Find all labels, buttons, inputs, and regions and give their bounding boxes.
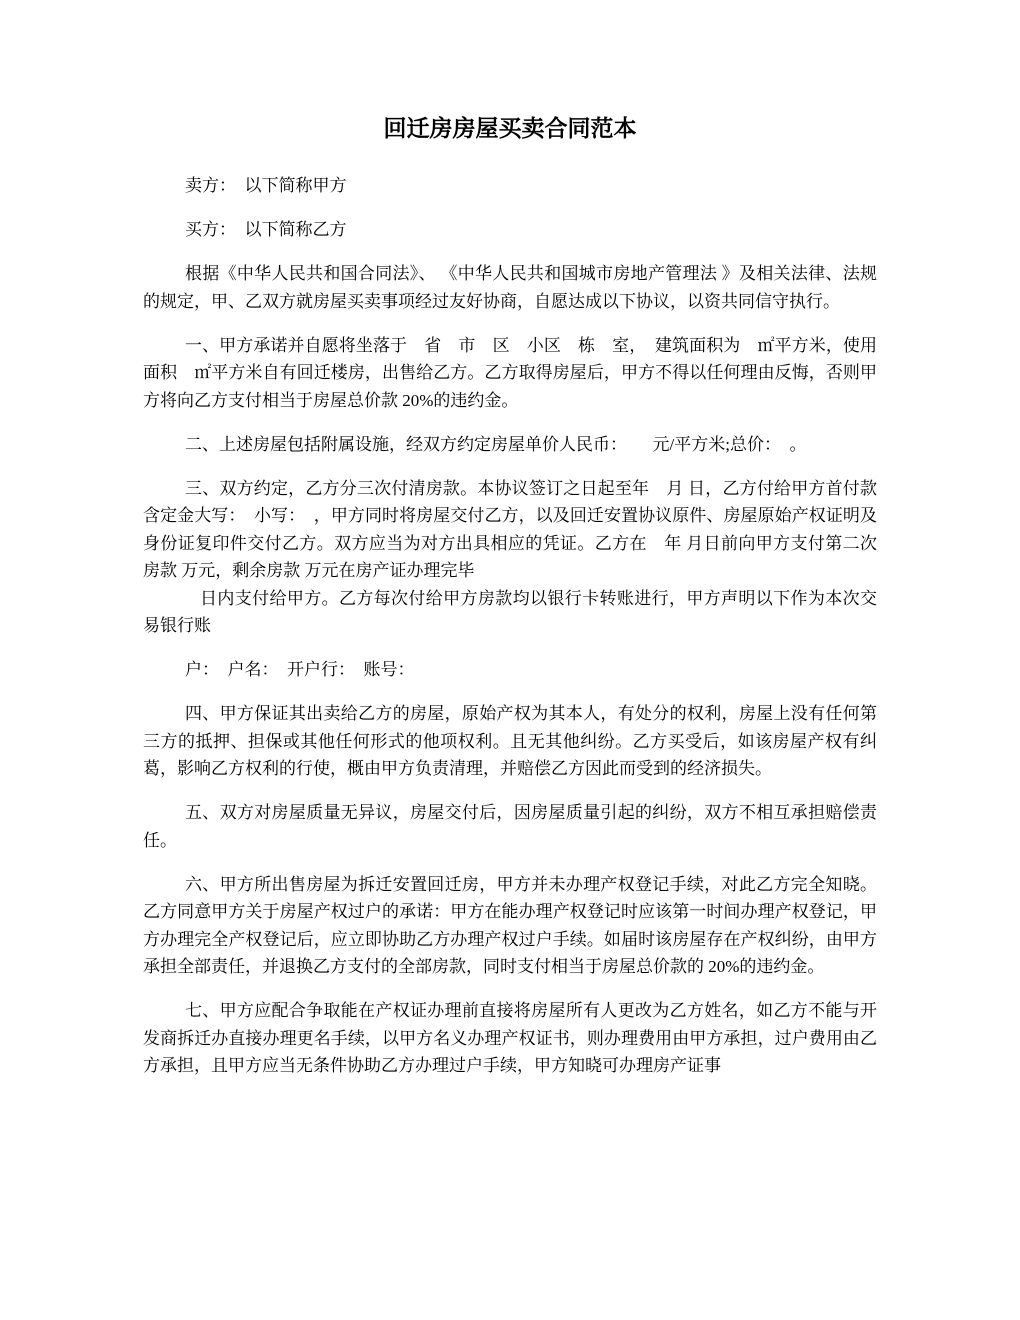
clause-5: 五、双方对房屋质量无异议，房屋交付后，因房屋质量引起的纠纷，双方不相互承担赔偿责任。 [143,803,877,850]
document-body [143,172,877,1080]
preamble: 根据《中华人民共和国合同法》、 《中华人民共和国城市房地产管理法 》及相关法律、法规的规定，甲、乙双方就房屋买卖事项经过友好协商，自愿达成以下协议，以资共同信守执行。 [143,264,877,311]
clause-1: 一、甲方承诺并自愿将坐落于 省 市 区 小区 栋 室， 建筑面积为 ㎡平方米，使用面积 ㎡平方米自有回迁楼房，出售给乙方。乙方取得房屋后，甲方不得以任何理由反悔，否则甲方将向乙方支付相当于房屋总价款 20%的违约金。 [143,335,877,410]
bank-account-line: 户： 户名： 开户行： 账号： [185,660,415,679]
clause-3: 三、双方约定，乙方分三次付清房款。本协议签订之日起至年 月 日，乙方付给甲方首付款含定金大写： 小写： ，甲方同时将房屋交付乙方，以及回迁安置协议原件、房屋原始产权证明及身份证复印件交付乙方。双方应当为对方出具相应的凭证。乙方在 年 月日前向甲方支付第二次房款 万元，剩余房款 万元在房产证办理完毕 [143,478,877,580]
clause-6: 六、甲方所出售房屋为拆迁安置回迁房，甲方并未办理产权登记手续，对此乙方完全知晓。乙方同意甲方关于房屋产权过户的承诺：甲方在能办理产权登记时应该第一时间办理产权登记，甲方办理完全产权登记后，应立即协助乙方办理产权过户手续。如届时该房屋存在产权纠纷，由甲方承担全部责任，并退换乙方支付的全部房款，同时支付相当于房屋总价款的 20%的违约金。 [143,874,877,976]
clause-4: 四、甲方保证其出卖给乙方的房屋，原始产权为其本人，有处分的权利，房屋上没有任何第三方的抵押、担保或其他任何形式的他项权利。且无其他纠纷。乙方买受后，如该房屋产权有纠葛，影响乙方权利的行使，概由甲方负责清理，并赔偿乙方因此而受到的经济损失。 [143,704,877,778]
clause-7: 七、甲方应配合争取能在产权证办理前直接将房屋所有人更改为乙方姓名，如乙方不能与开发商拆迁办直接办理更名手续，以甲方名义办理产权证书，则办理费用由甲方承担，过户费用由乙方承担，且甲方应当无条件协助乙方办理过户手续，甲方知晓可办理房产证事 [143,1001,877,1075]
clause-2: 二、上述房屋包括附属设施，经双方约定房屋单价人民币： 元/平方米;总价： 。 [185,434,807,454]
document-title: 回迁房房屋买卖合同范本 [383,116,637,141]
seller-line: 卖方： 以下简称甲方 [185,176,347,195]
buyer-line: 买方： 以下简称乙方 [185,220,347,239]
clause-3-continuation: 日内支付给甲方。乙方每次付给甲方房款均以银行卡转账进行，甲方声明以下作为本次交易银行账 [143,588,877,635]
